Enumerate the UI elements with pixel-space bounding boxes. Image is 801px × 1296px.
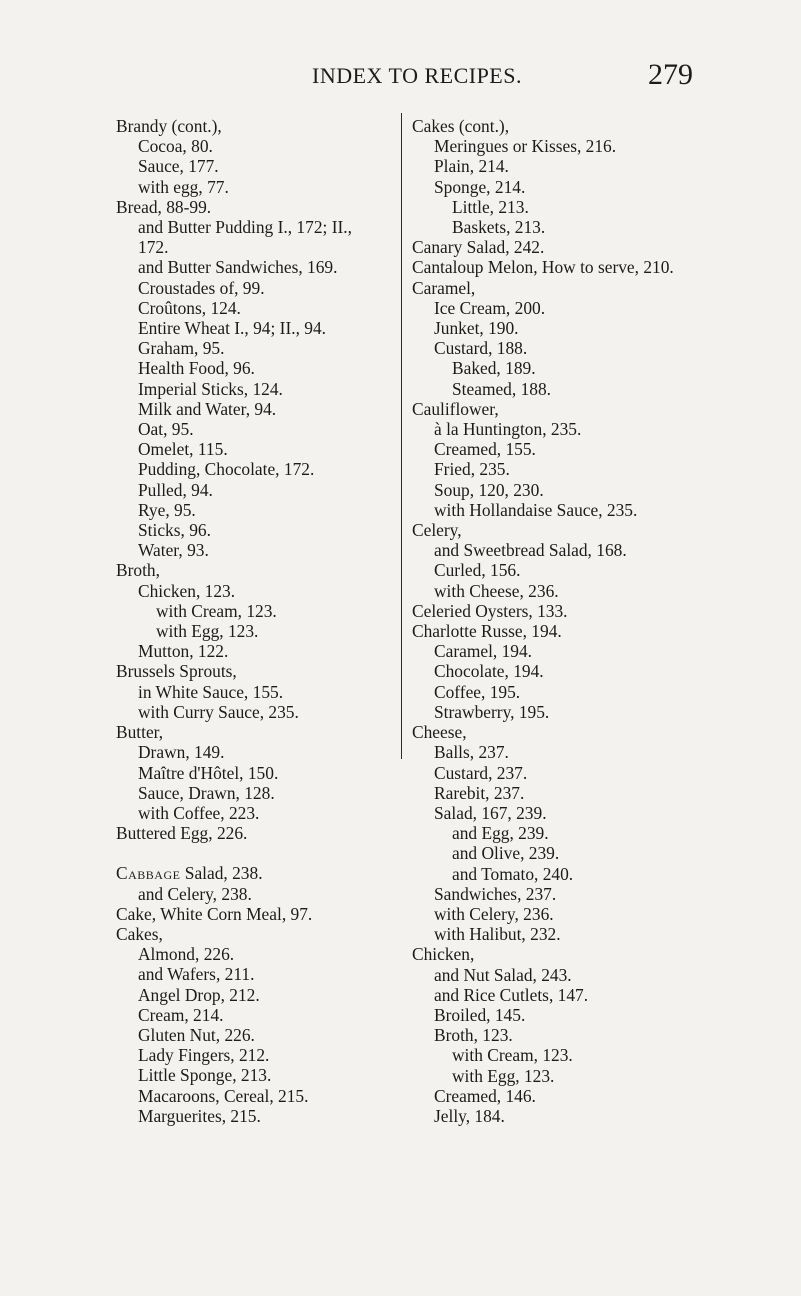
index-heading: Charlotte Russe, 194. (412, 621, 562, 642)
index-subentry: Ice Cream, 200. (434, 297, 546, 318)
index-subentry: in White Sauce, 155. (138, 681, 284, 702)
index-subentry: Rye, 95. (138, 499, 196, 520)
index-subentry: and Wafers, 211. (138, 964, 255, 985)
index-subentry: Sponge, 214. (434, 176, 526, 197)
index-subentry: with Coffee, 223. (138, 802, 260, 823)
index-heading: Cauliflower, (412, 398, 499, 419)
index-subentry: Lady Fingers, 212. (138, 1045, 270, 1066)
index-subentry: Sauce, 177. (138, 156, 219, 177)
index-subentry: Baskets, 213. (452, 217, 546, 238)
index-subentry: Coffee, 195. (434, 681, 521, 702)
index-heading: Buttered Egg, 226. (116, 823, 248, 844)
page-number: 279 (648, 58, 693, 91)
index-subentry: Pulled, 94. (138, 479, 213, 500)
index-subentry: Maître d'Hôtel, 150. (138, 762, 279, 783)
index-subentry: with Egg, 123. (452, 1065, 555, 1086)
index-subentry: Cream, 214. (138, 1004, 224, 1025)
index-subentry: Macaroons, Cereal, 215. (138, 1085, 309, 1106)
index-heading: Chicken, (412, 944, 475, 965)
index-subentry: Sauce, Drawn, 128. (138, 782, 275, 803)
index-heading: Cakes, (116, 923, 163, 944)
running-head (0, 60, 801, 100)
index-subentry: à la Huntington, 235. (434, 419, 582, 440)
index-subentry: 172. (138, 237, 169, 258)
index-subentry: Curled, 156. (434, 560, 521, 581)
index-subentry: with Cream, 123. (452, 1045, 573, 1066)
index-subentry: Entire Wheat I., 94; II., 94. (138, 318, 327, 339)
index-subentry: Gluten Nut, 226. (138, 1024, 255, 1045)
index-subentry: Plain, 214. (434, 156, 509, 177)
section-gap (116, 843, 401, 863)
index-subentry: with Hollandaise Sauce, 235. (434, 499, 638, 520)
index-subentry: and Olive, 239. (452, 843, 560, 864)
index-subentry: and Rice Cutlets, 147. (434, 984, 589, 1005)
index-subentry: Custard, 237. (434, 762, 528, 783)
index-heading: Cantaloup Melon, How to serve, 210. (412, 257, 674, 278)
index-heading: Brandy (cont.), (116, 116, 222, 136)
index-heading: Cabbage Salad, 238. (116, 863, 263, 884)
index-heading: Cake, White Corn Meal, 97. (116, 903, 313, 924)
index-subentry: and Nut Salad, 243. (434, 964, 572, 985)
index-subentry: Rarebit, 237. (434, 782, 525, 803)
index-heading: Celery, (412, 520, 462, 541)
index-subentry: Soup, 120, 230. (434, 479, 544, 500)
index-heading: Cakes (cont.), (412, 116, 510, 136)
index-subentry: with Cream, 123. (156, 600, 277, 621)
index-subentry: and Butter Pudding I., 172; II., (138, 217, 352, 238)
index-subentry: Steamed, 188. (452, 378, 552, 399)
index-heading: Bread, 88-99. (116, 196, 212, 217)
column-divider (401, 113, 402, 759)
index-subentry: Croûtons, 124. (138, 297, 241, 318)
index-subentry: with Egg, 123. (156, 621, 259, 642)
index-subentry: Omelet, 115. (138, 439, 228, 460)
index-subentry: and Tomato, 240. (452, 863, 574, 884)
index-subentry: Health Food, 96. (138, 358, 255, 379)
index-subentry: Drawn, 149. (138, 742, 225, 763)
index-subentry: and Celery, 238. (138, 883, 252, 904)
page-title: INDEX TO RECIPES. (312, 63, 522, 88)
index-subentry: with Cheese, 236. (434, 580, 559, 601)
index-subentry: Milk and Water, 94. (138, 398, 277, 419)
index-subentry: Balls, 237. (434, 742, 509, 763)
index-subentry: Marguerites, 215. (138, 1105, 261, 1126)
index-subentry: Pudding, Chocolate, 172. (138, 459, 315, 480)
index-subentry: Cocoa, 80. (138, 136, 213, 157)
index-subentry: with egg, 77. (138, 176, 229, 197)
index-subentry: Broth, 123. (434, 1025, 513, 1046)
index-subentry: Little Sponge, 213. (138, 1065, 272, 1086)
index-subentry: Caramel, 194. (434, 641, 533, 662)
index-subentry: Fried, 235. (434, 459, 510, 480)
index-subentry: Mutton, 122. (138, 641, 229, 662)
index-subentry: Meringues or Kisses, 216. (434, 136, 617, 157)
index-subentry: Baked, 189. (452, 358, 536, 379)
index-subentry: Creamed, 146. (434, 1085, 536, 1106)
index-subentry: with Curry Sauce, 235. (138, 701, 299, 722)
index-subentry: Junket, 190. (434, 318, 519, 339)
index-subentry: Strawberry, 195. (434, 701, 550, 722)
index-subentry: and Sweetbread Salad, 168. (434, 540, 627, 561)
index-subentry: and Butter Sandwiches, 169. (138, 257, 338, 278)
index-subentry: Jelly, 184. (434, 1105, 505, 1126)
index-heading: Butter, (116, 722, 164, 743)
index-column-left (116, 116, 401, 1126)
index-subentry: with Halibut, 232. (434, 924, 561, 945)
index-subentry: Graham, 95. (138, 338, 225, 359)
index-subentry: Custard, 188. (434, 338, 528, 359)
index-heading: Cheese, (412, 722, 467, 743)
index-heading: Brussels Sprouts, (116, 661, 237, 682)
index-subentry: Chicken, 123. (138, 580, 236, 601)
index-column-right (412, 116, 797, 1126)
index-subentry: Angel Drop, 212. (138, 984, 260, 1005)
index-subentry: Croustades of, 99. (138, 277, 265, 298)
index-subentry: Chocolate, 194. (434, 661, 544, 682)
index-heading: Canary Salad, 242. (412, 237, 545, 258)
index-subentry: Salad, 167, 239. (434, 802, 547, 823)
index-subentry: Imperial Sticks, 124. (138, 378, 283, 399)
index-subentry: Creamed, 155. (434, 439, 536, 460)
index-heading: Broth, (116, 560, 160, 581)
index-subentry: with Celery, 236. (434, 903, 554, 924)
index-subentry: Water, 93. (138, 540, 209, 561)
index-subentry: Little, 213. (452, 196, 529, 217)
index-heading: Celeried Oysters, 133. (412, 600, 568, 621)
index-subentry: Broiled, 145. (434, 1004, 526, 1025)
index-subentry: Oat, 95. (138, 419, 194, 440)
index-subentry: and Egg, 239. (452, 823, 549, 844)
index-subentry: Sticks, 96. (138, 520, 211, 541)
index-subentry: Almond, 226. (138, 944, 235, 965)
index-heading: Caramel, (412, 277, 476, 298)
index-subentry: Sandwiches, 237. (434, 883, 557, 904)
